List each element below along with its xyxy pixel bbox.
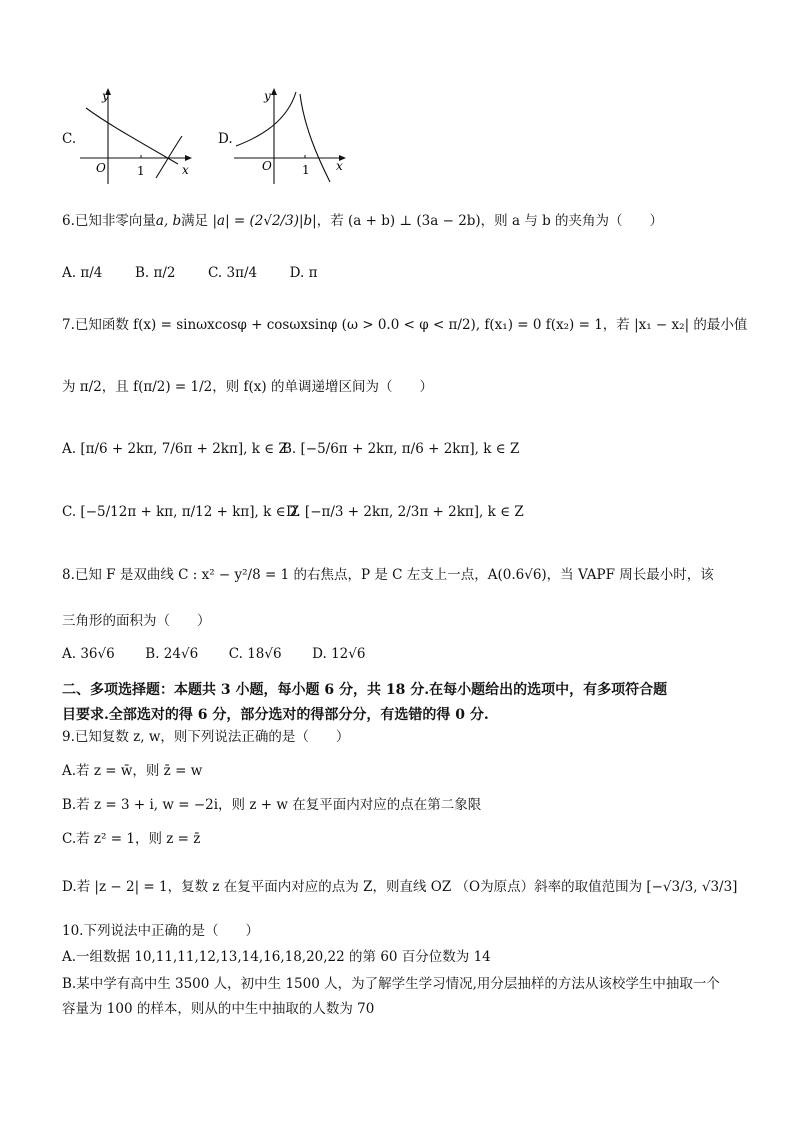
question-8-line2: 三角形的面积为（ ） xyxy=(62,613,211,629)
q6-option-a: A. π/4 xyxy=(62,265,103,281)
q10-option-a: A.一组数据 10,11,11,12,13,14,16,18,20,22 的第 60 百分位数为 14 xyxy=(62,949,491,965)
graph-d-y-label: y xyxy=(264,89,271,103)
question-8-options xyxy=(62,645,365,663)
q10-option-b-line2: 容量为 100 的样本，则从的中生中抽取的人数为 70 xyxy=(62,1001,375,1017)
q7-option-a: A. [π/6 + 2kπ, 7/6π + 2kπ], k ∈ Z xyxy=(62,441,288,457)
section-2-heading-line1: 二、多项选择题：本题共 3 小题，每小题 6 分，共 18 分.在每小题给出的选项中，有多项符合题 xyxy=(62,682,668,698)
question-6-stem: 6.已知非零向量a, b满足 |a| = (2√2/3)|b|，若 (a + b) ⊥ (3a − 2b)，则 a 与 b 的夹角为（ ） xyxy=(62,213,664,229)
q8-option-c: C. 18√6 xyxy=(228,646,282,662)
q10-option-b-line1: B.某中学有高中生 3500 人，初中生 1500 人，为了解学生学习情况,用分层抽样的方法从该校学生中抽取一个 xyxy=(62,976,720,992)
graph-c-origin: O xyxy=(96,161,106,175)
q6-option-c: C. 3π/4 xyxy=(208,265,258,281)
graph-d-origin: O xyxy=(262,159,272,173)
question-7-line2: 为 π/2，且 f(π/2) = 1/2，则 f(x) 的单调递增区间为（ ） xyxy=(62,379,433,395)
question-10-stem: 10.下列说法中正确的是（ ） xyxy=(62,923,259,939)
q9-option-b: B.若 z = 3 + i, w = −2i，则 z + w 在复平面内对应的点在第二象限 xyxy=(62,797,482,813)
option-c-label: C. xyxy=(62,131,77,147)
q7-option-c: C. [−5/12π + kπ, π/12 + kπ], k ∈ Z xyxy=(62,504,300,520)
question-6-options xyxy=(62,264,317,282)
question-9-stem: 9.已知复数 z, w，则下列说法正确的是（ ） xyxy=(62,729,350,745)
graph-d-x-label: x xyxy=(336,159,343,173)
graph-d-tick-1: 1 xyxy=(302,163,310,177)
q8-option-d: D. 12√6 xyxy=(312,646,366,662)
graph-d xyxy=(232,86,350,186)
section-2-heading-line2: 目要求.全部选对的得 6 分，部分选对的得部分分，有选错的得 0 分. xyxy=(62,707,489,723)
q9-option-a: A.若 z = w̄，则 z̄ = w xyxy=(62,763,203,779)
question-7-line1: 7.已知函数 f(x) = sinωxcosφ + cosωxsinφ (ω > 0.0 < φ < π/2), f(x₁) = 0 f(x₂) = 1，若 |x₁ − x₂| 的最小值 xyxy=(62,317,748,333)
graph-c-x-label: x xyxy=(182,163,189,177)
graph-c-y-label: y xyxy=(102,89,109,103)
q9-option-c: C.若 z² = 1，则 z = z̄ xyxy=(62,831,201,847)
option-d-label: D. xyxy=(218,131,233,147)
q8-option-b: B. 24√6 xyxy=(145,646,199,662)
q9-option-d: D.若 |z − 2| = 1，复数 z 在复平面内对应的点为 Z，则直线 OZ （O为原点）斜率的取值范围为 [−√3/3, √3/3] xyxy=(62,879,738,895)
graph-c xyxy=(78,86,196,186)
question-8-line1: 8.已知 F 是双曲线 C : x² − y²/8 = 1 的右焦点，P 是 C 左支上一点，A(0.6√6)，当 VAPF 周长最小时，该 xyxy=(62,567,714,583)
q7-option-d: D. [−π/3 + 2kπ, 2/3π + 2kπ], k ∈ Z xyxy=(286,504,524,520)
graph-c-tick-1: 1 xyxy=(137,164,145,178)
q6-option-b: B. π/2 xyxy=(134,265,176,281)
q8-option-a: A. 36√6 xyxy=(62,646,115,662)
q6-option-d: D. π xyxy=(289,265,318,281)
q7-option-b: B. [−5/6π + 2kπ, π/6 + 2kπ], k ∈ Z xyxy=(282,441,520,457)
